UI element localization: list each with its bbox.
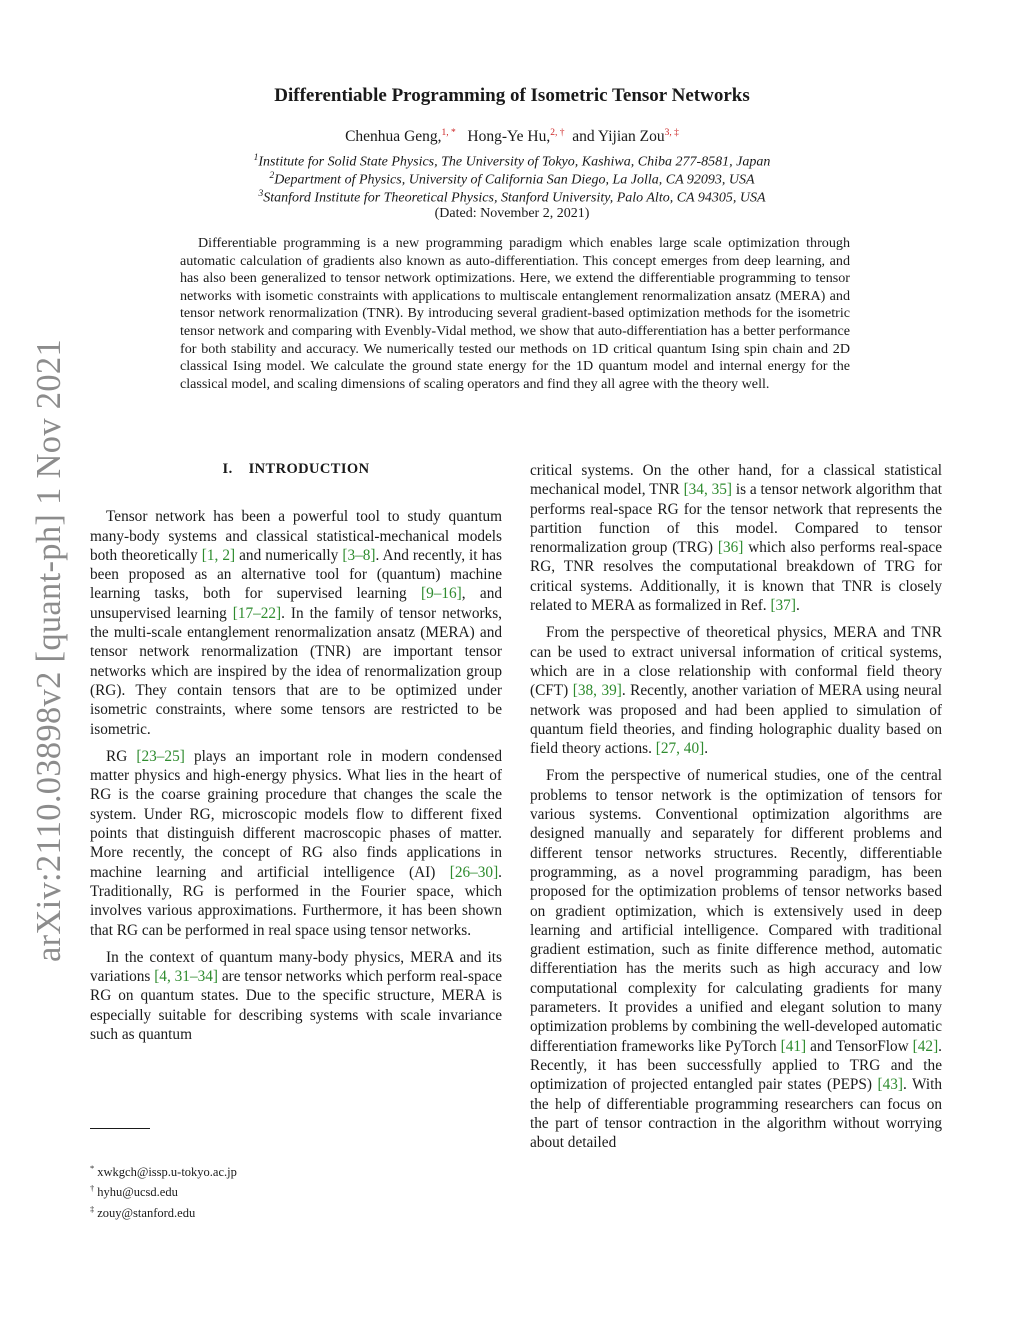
right-paragraphs [530, 461, 942, 1152]
paragraph-text: Tensor network has been a powerful tool to study quantum many-body systems and classical statistical-mechanical models both theoretically [90, 508, 502, 564]
arxiv-id: arXiv:2110.03898v2 [quant-ph] 1 Nov 2021 [29, 338, 68, 962]
paragraph-text: . Traditionally, RG is performed in the Fourier space, which involves various approximations. Furthermore, it has been shown that RG can be performed in real space using tensor networks. [90, 863, 502, 939]
author-list [0, 128, 1024, 146]
footnote-mark: * [90, 1163, 95, 1173]
citation-link[interactable]: [1, 2] [201, 546, 236, 564]
paragraph-text: . And recently, it has been proposed as an alternative tool for (quantum) machine learning tasks, both for supervised learning [90, 546, 502, 603]
affiliation-text: Institute for Solid State Physics, The University of Tokyo, Kashiwa, Chiba 277-8581, Japan [258, 154, 771, 170]
citation-link[interactable]: [37] [770, 597, 796, 615]
footnotes [90, 1160, 237, 1221]
paragraph-text: . [704, 740, 709, 758]
paragraph-text: critical systems. On the other hand, for a classical statistical mechanical model, TNR [530, 462, 942, 499]
footnote [90, 1180, 237, 1200]
paper-title: Differentiable Programming of Isometric Tensor Networks [274, 85, 750, 106]
abstract: Differentiable programming is a new programming paradigm which enables large scale optimization through automatic calculation of gradients also known as auto-differentiation. This concept emerges from deep learning, and has also been generalized to tensor network optimizations. Here, we extend the differentiable programming to tensor networks with isometic constraints with applications to multiscale entanglement renormalization ansatz (MERA) and tensor network renormalization (TNR). By introducing several gradient-based optimization methods for the isometric tensor network and comparing with Evenbly-Vidal method, we show that auto-differentiation has a better performance for both stability and accuracy. We numerically tested our methods on 1D critical quantum Ising spin chain and 2D classical Ising model. We calculate the ground state energy for the 1D quantum model and internal energy for the classical model, and scaling dimensions of scaling operators and find they all agree with the theory well. [180, 235, 850, 392]
body-paragraph [530, 623, 942, 758]
paragraph-text: From the perspective of numerical studies, one of the central problems to tensor network is the optimization of tensors for various systems. Conventional optimization algorithms are designed manually and separately for different problems and different tensor networks structures. Recently, differentiable programming, as a novel programming paradigm, has been proposed for the optimization problems of tensor networks based on gradient optimization, which is extensively used in deep learning and artificial intelligence. Compared with traditional gradient estimation, such as finite difference method, automatic differentiation has the merits such as high accuracy and low computational complexity for calculating gradients for many parameters. It provides a unified and elegant solution to many optimization problems by combining the well-developed automatic differentiation frameworks like PyTorch [530, 767, 942, 1055]
body-paragraph [530, 461, 942, 615]
affiliation-number: 3 [258, 189, 264, 199]
citation-link[interactable]: [26–30] [449, 863, 499, 881]
paragraph-text: In the context of quantum many-body physics, MERA and its variations [90, 948, 502, 986]
right-column [530, 461, 942, 1152]
affiliation-text: Department of Physics, University of California San Diego, La Jolla, CA 92093, USA [274, 172, 755, 188]
footnote-email[interactable]: zouy@stanford.edu [97, 1205, 196, 1220]
body-paragraph [90, 948, 502, 1044]
paragraph-text: . In the family of tensor networks, the multi-scale entanglement renormalization ansatz (MERA) and tensor network renormalization (TNR) are important tensor networks which are inspired by the idea of renormalization group (RG). They contain tensors that are to be optimized under isometric constraints, where some tensors are restricted to be isometric. [90, 604, 502, 738]
section-title: INTRODUCTION [248, 461, 370, 477]
paragraph-text: plays an important role in modern condensed matter physics and high-energy physics. What lies in the heart of RG is the coarse graining procedure that changes the scale the system. Under RG, microscopic models flow to different fixed points that distinguish different macroscopic phases of matter. More recently, the concept of RG also finds applications in machine learning and artificial intelligence (AI) [90, 747, 502, 881]
affiliation-number: 1 [253, 153, 259, 163]
paragraph-text: . Recently, it has been successfully applied to TRG and the optimization of projected entangled pair states (PEPS) [530, 1037, 942, 1094]
citation-link[interactable]: [17–22] [232, 604, 282, 622]
citation-link[interactable]: [38, 39] [572, 682, 622, 700]
author-mark[interactable]: 1, * [441, 128, 456, 138]
citation-link[interactable]: [27, 40] [655, 740, 705, 758]
body-paragraph [530, 766, 942, 1152]
footnote-rule [90, 1128, 150, 1129]
date-line: (Dated: November 2, 2021) [434, 206, 590, 221]
paragraph-text: and TensorFlow [806, 1037, 913, 1055]
paragraph-text: From the perspective of theoretical physics, MERA and TNR can be used to extract universal information of critical systems, which are in a close relationship with conformal field theory (CFT) [530, 624, 942, 700]
left-column [90, 460, 502, 1044]
paragraph-text: are tensor networks which perform real-space RG on quantum states. Due to the specific structure, MERA is especially suitable for describing systems with scale invariance such as quantum [90, 968, 502, 1044]
author-mark[interactable]: 2, † [550, 128, 565, 138]
affiliation [0, 171, 1024, 189]
citation-link[interactable]: [43] [877, 1076, 903, 1094]
paragraph-text: RG [106, 747, 137, 765]
affiliation-text: Stanford Institute for Theoretical Physics, Stanford University, Palo Alto, CA 94305, USA [263, 190, 766, 206]
citation-link[interactable]: [42] [912, 1037, 939, 1055]
author-name: Chenhua Geng, [345, 128, 442, 146]
footnote-email[interactable]: xwkgch@issp.u-tokyo.ac.jp [97, 1165, 237, 1180]
body-paragraph [90, 747, 502, 940]
citation-link[interactable]: [34, 35] [683, 481, 733, 499]
footnote [90, 1160, 237, 1180]
paragraph-text: which also performs real-space RG, TNR resolves the computational breakdown of TRG for critical systems. Additionally, it is known that TNR is closely related to MERA as formalized in Ref. [530, 539, 943, 615]
author-name: and Yijian Zou [572, 128, 665, 146]
citation-link[interactable]: [4, 31–34] [154, 968, 218, 986]
citation-link[interactable]: [41] [780, 1037, 807, 1055]
section-number: I. [222, 461, 233, 477]
affiliation-number: 2 [269, 171, 275, 181]
author-name: Hong-Ye Hu, [467, 128, 551, 146]
paragraph-text: , and unsupervised learning [90, 585, 502, 622]
left-paragraphs [90, 507, 502, 1044]
paragraph-text: . With the help of differentiable programming researchers can focus on the part of tensor contraction in the algorithm without worrying about detailed [530, 1076, 942, 1152]
citation-link[interactable]: [23–25] [136, 747, 185, 765]
arxiv-stamp [16, 340, 82, 960]
section-heading [90, 460, 502, 479]
citation-link[interactable]: [9–16] [420, 585, 462, 603]
paragraph-text: is a tensor network algorithm that performs real-space RG for the tensor network that represents the partition function of this model. Compared to tensor renormalization group (TRG) [530, 481, 942, 557]
author-mark[interactable]: 3, ‡ [664, 128, 679, 138]
footnote [90, 1201, 237, 1221]
body-paragraph [90, 507, 502, 739]
citation-link[interactable]: [3–8] [342, 546, 376, 564]
footnote-mark: ‡ [90, 1203, 95, 1214]
paragraph-text: and numerically [235, 546, 343, 564]
affiliation [0, 153, 1024, 171]
affiliation [0, 189, 1024, 207]
paragraph-text: . Recently, another variation of MERA using neural network was proposed and had been applied to simulation of quantum field theories, and finding holographic duality based on field theory actions. [530, 682, 942, 758]
paragraph-text: . [795, 597, 800, 615]
citation-link[interactable]: [36] [717, 539, 744, 557]
footnote-email[interactable]: hyhu@ucsd.edu [97, 1185, 178, 1200]
footnote-mark: † [90, 1183, 95, 1194]
